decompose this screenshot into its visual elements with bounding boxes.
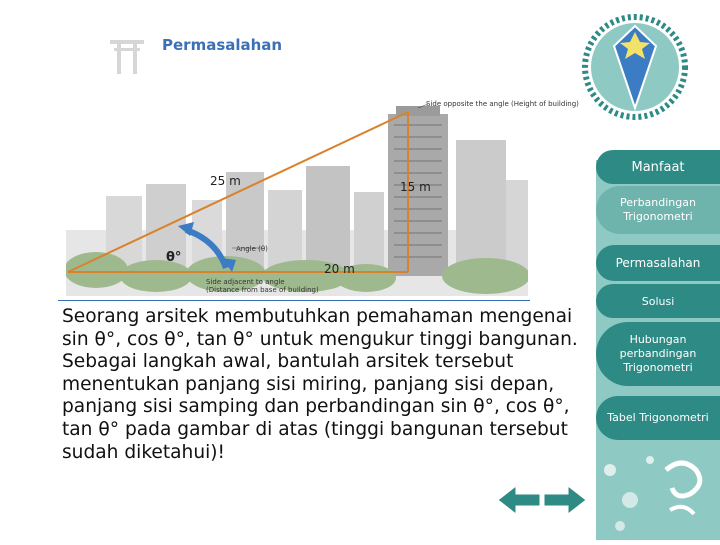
prev-arrow-icon[interactable]: [498, 486, 540, 514]
logo-emblem: [582, 12, 688, 122]
note-angle: Angle (θ): [236, 245, 268, 253]
navigation-arrows: [494, 480, 590, 520]
building-illustration: [66, 100, 579, 296]
sidebar-item-permasalahan[interactable]: Permasalahan: [596, 245, 720, 281]
opposite-label: 15 m: [400, 180, 431, 194]
note-opposite-side: Side opposite the angle (Height of building): [426, 100, 579, 108]
sidebar-item-manfaat[interactable]: Manfaat: [596, 150, 720, 184]
adjacent-label: 20 m: [324, 262, 355, 276]
sidebar-item-solusi[interactable]: Solusi: [596, 284, 720, 318]
sidebar-item-hubungan[interactable]: Hubungan perbandingan Trigonometri: [596, 322, 720, 386]
theta-label: θ°: [166, 250, 182, 265]
hypotenuse-label: 25 m: [210, 174, 241, 188]
note-adjacent-side: Side adjacent to angle (Distance from base of building): [206, 278, 319, 294]
sidebar-item-perbandingan[interactable]: Perbandingan Trigonometri: [596, 186, 720, 234]
problem-text: Seorang arsitek membutuhkan pemahaman mengenai sin θ°, cos θ°, tan θ° untuk mengukur tinggi bangunan. Sebagai langkah awal, bantulah arsitek tersebut menentukan panjang sisi miring, panjang sisi depan, panjang sisi samping dan perbandingan sin θ°, cos θ°, tan θ° pada gambar di atas (tinggi bangunan tersebut sudah diketahui)!: [62, 306, 578, 463]
sidebar-item-tabel[interactable]: Tabel Trigonometri: [596, 396, 720, 440]
torii-icon: [108, 36, 146, 76]
page-title: Permasalahan: [162, 36, 283, 54]
next-arrow-icon[interactable]: [544, 486, 586, 514]
decorative-swirls: [590, 440, 720, 540]
divider: [58, 300, 530, 301]
